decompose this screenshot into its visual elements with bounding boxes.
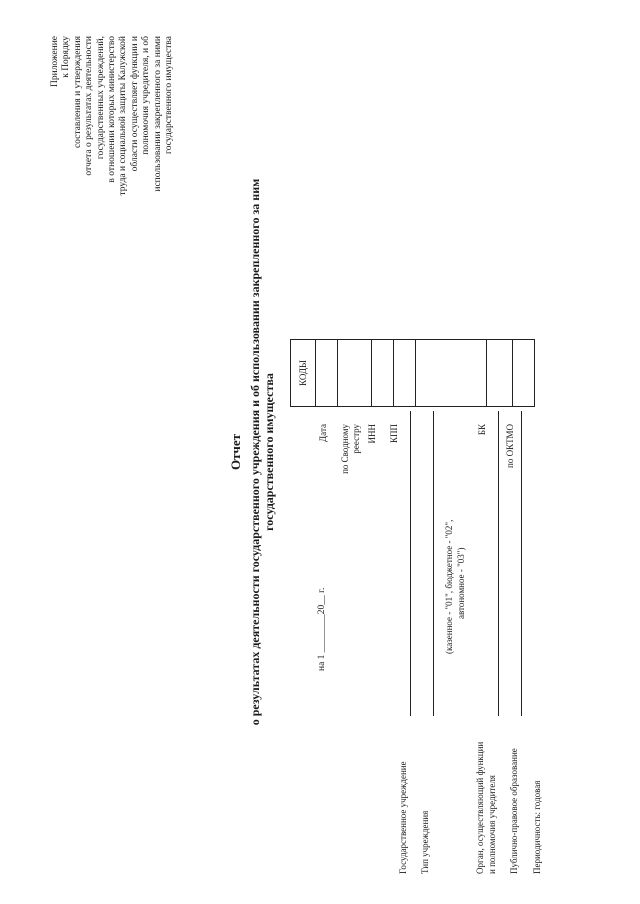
code-cell-inn[interactable] [372, 340, 394, 407]
codes-table [290, 339, 535, 407]
appendix-line: составления и утверждения [72, 36, 83, 149]
code-label-kpp: КПП [389, 424, 399, 444]
report-subtitle: о результатах деятельности государственного учреждения и об использовании закрепленного за ним [248, 178, 262, 726]
code-label-bk: БК [477, 424, 487, 436]
code-label-registry-1: по Сводному [340, 424, 350, 474]
field-municipality-line [521, 411, 522, 716]
field-organ-line [498, 411, 499, 716]
code-label-date: Дата [318, 424, 328, 442]
appendix-line: использовании закрепленного за ними [152, 36, 163, 192]
label-municipality: Публично-правовое образование [509, 748, 519, 874]
appendix-line: труда и социальной защиты Калужской [118, 36, 129, 196]
report-subtitle-cont: государственного имущества [262, 373, 276, 531]
label-organ-1: Орган, осуществляющий функции [475, 741, 485, 874]
report-title: Отчет [228, 434, 243, 470]
field-institution-line [410, 411, 411, 716]
codes-header: КОДЫ [291, 340, 316, 407]
appendix-line: полномочия учредителя, и об [141, 36, 152, 155]
field-type-line [433, 411, 434, 716]
appendix-line: отчета о результатах деятельности [84, 36, 95, 176]
label-organ-2: и полномочия учредителя [487, 775, 497, 874]
code-cell-bk[interactable] [416, 340, 487, 407]
appendix-line: государственных учреждений, [95, 36, 106, 160]
appendix-line: к Порядку [61, 36, 72, 78]
appendix-line: государственного имущества [164, 36, 175, 154]
code-label-oktmo: по ОКТМО [505, 424, 515, 468]
code-cell-date[interactable] [316, 340, 338, 407]
code-label-registry-2: реестру [351, 424, 361, 454]
code-cell-periodicity[interactable] [513, 340, 535, 407]
type-hint-line2: автономное - "03") [456, 547, 466, 619]
label-type: Тип учреждения [420, 810, 430, 874]
appendix-line: в отношении которых министерство [107, 36, 118, 183]
label-periodicity: Периодичность: годовая [532, 780, 542, 874]
code-label-inn: ИНН [367, 424, 377, 444]
report-date-line: на 1 ________20__ г. [317, 587, 327, 671]
code-cell-kpp[interactable] [394, 340, 416, 407]
code-cell-oktmo[interactable] [487, 340, 513, 407]
appendix-line: области осуществляет функции и [129, 36, 140, 172]
code-cell-registry[interactable] [338, 340, 372, 407]
appendix-line: Приложение [50, 36, 60, 87]
type-hint-line1: (казенное - "01", бюджетное - "02", [444, 519, 454, 654]
appendix-note [50, 36, 175, 296]
label-institution: Государственное учреждение [398, 761, 408, 874]
